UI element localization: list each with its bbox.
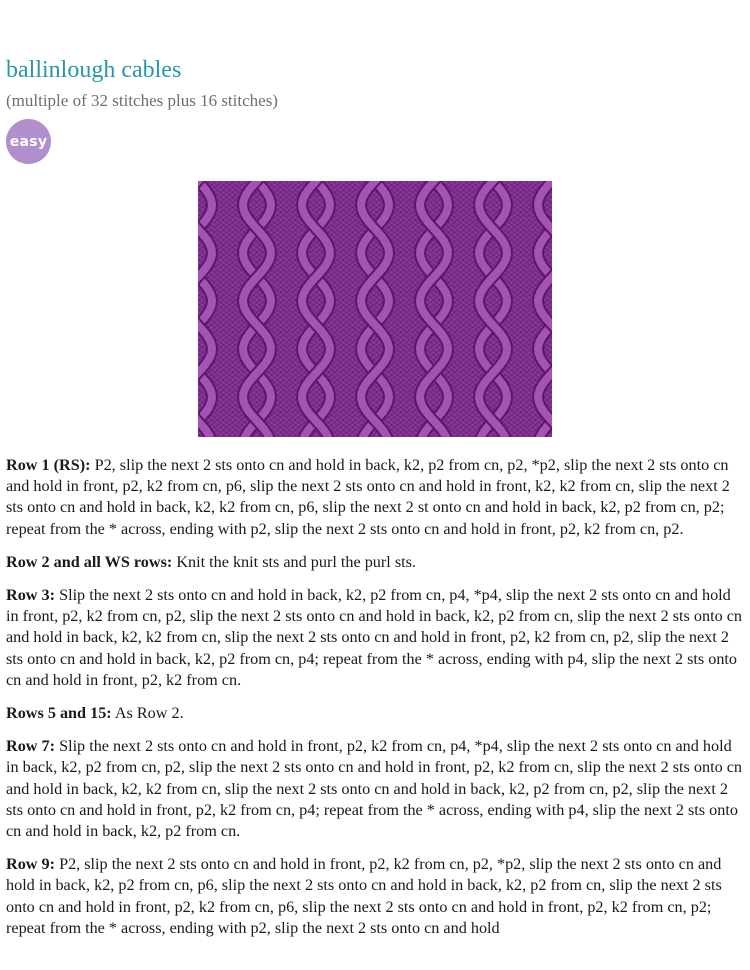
row-instruction (6, 455, 744, 540)
row-text: As Row 2. (114, 704, 184, 723)
pattern-instructions (6, 455, 744, 951)
pattern-subtitle: (multiple of 32 stitches plus 16 stitches) (6, 91, 278, 110)
row-label: Row 3: (6, 586, 56, 605)
row-text: Slip the next 2 sts onto cn and hold in back, k2, p2 from cn, p4, *p4, slip the next 2 sts onto cn and hold in front, p2, k2 from cn, p2, slip the next 2 sts onto cn and hold in back, k2, p2 from cn, slip the next 2 sts onto cn and hold in back, k2, k2 from cn, slip the next 2 sts onto cn and hold in front, p2, k2 from cn, p2, slip the next 2 sts onto cn and hold in back, k2, p2 from cn, p4; repeat from the * across, ending with p4, slip the next 2 sts onto cn and hold in front, p2, k2 from cn. (6, 586, 742, 689)
swatch-image (198, 181, 552, 437)
pattern-title: ballinlough cables (6, 57, 182, 83)
row-instruction (6, 854, 744, 939)
row-text: Slip the next 2 sts onto cn and hold in front, p2, k2 from cn, p4, *p4, slip the next 2 sts onto cn and hold in back, k2, p2 from cn, p2, slip the next 2 sts onto cn and hold in front, p2, k2 from cn, slip the next 2 sts onto cn and hold in back, k2, k2 from cn, slip the next 2 sts onto cn and hold in back, k2, p2 from cn, p2, slip the next 2 sts onto cn and hold in front, p2, k2 from cn, p4; repeat from the * across, ending with p4, slip the next 2 sts onto cn and hold in back, k2, p2 from cn. (6, 737, 742, 841)
row-instruction (6, 552, 744, 573)
row-instruction (6, 736, 744, 842)
row-text: Knit the knit sts and purl the purl sts. (176, 552, 416, 571)
row-label: Rows 5 and 15: (6, 704, 112, 723)
row-text: P2, slip the next 2 sts onto cn and hold in front, p2, k2 from cn, p2, *p2, slip the next 2 sts onto cn and hold in back, k2, p2 from cn, p6, slip the next 2 sts onto cn and hold in back, k2, p2 from cn, slip the next 2 sts onto cn and hold in front, p2, k2 from cn, p6, slip the next 2 sts onto cn and hold in front, p2, k2 from cn, p2; repeat from the * across, ending with p2, slip the next 2 sts onto cn and hold (6, 855, 722, 937)
row-instruction (6, 585, 744, 691)
row-label: Row 1 (RS): (6, 456, 91, 474)
difficulty-badge: easy (6, 119, 51, 164)
row-text: P2, slip the next 2 sts onto cn and hold in back, k2, p2 from cn, p2, *p2, slip the next 2 sts onto cn and hold in front, p2, k2 from cn, p6, slip the next 2 sts onto cn and hold in front, k2, k2 from cn, slip the next 2 sts onto cn and hold in back, k2, k2 from cn, p6, slip the next 2 st onto cn and hold in back, k2, p2 from cn, p2; repeat from the * across, ending with p2, slip the next 2 sts onto cn and hold in front, p2, k2 from cn, p2. (6, 456, 730, 538)
row-label: Row 7: (6, 737, 56, 756)
row-label: Row 2 and all WS rows: (6, 552, 173, 571)
row-instruction (6, 703, 744, 724)
knitted-swatch-photo (198, 181, 552, 437)
row-label: Row 9: (6, 855, 56, 874)
